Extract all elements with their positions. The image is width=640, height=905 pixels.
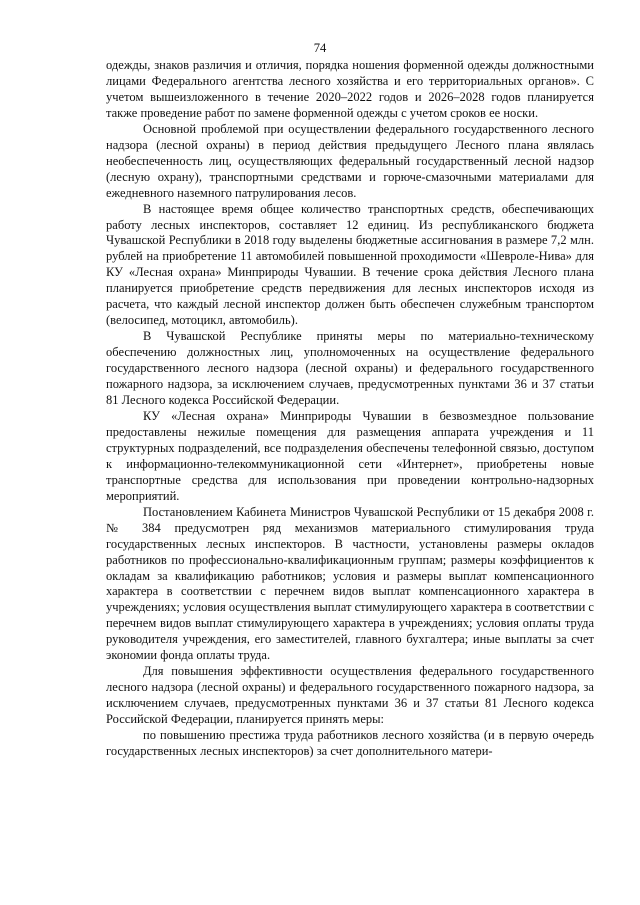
- paragraph-2: Основной проблемой при осуществлении федерального государственного лесного надзора (лесной охраны) в период действия предыдущего Лесного плана являлась необеспеченность лиц, осуществляющих федеральный государственный лесной надзор (лесную охрану), транспортными средствами и горюче-смазочными материалами для ежедневного наземного патрулирования лесов.: [106, 121, 594, 200]
- paragraph-3: В настоящее время общее количество транспортных средств, обеспечивающих работу лесных инспекторов, составляет 12 единиц. Из республиканского бюджета Чувашской Республики в 2018 году выделены бюджетные ассигнования в размере 7,2 млн. рублей на приобретение 11 автомобилей повышенной проходимости «Шевроле-Нива» для КУ «Лесная охрана» Минприроды Чувашии. В течение срока действия Лесного плана планируется приобретение средств передвижения для лесных инспекторов исходя из расчета, что каждый лесной инспектор должен быть обеспечен служебным транспортом (велосипед, мотоцикл, автомобиль).: [106, 201, 594, 328]
- paragraph-1: одежды, знаков различия и отличия, порядка ношения форменной одежды должностными лицами Федерального агентства лесного хозяйства и его территориальных органов». С учетом вышеизложенного в течение 2020–2022 годов и 2026–2028 годов планируется также проведение работ по замене форменной одежды с учетом сроков ее носки.: [106, 58, 594, 120]
- document-body: [106, 58, 594, 760]
- paragraph-8: по повышению престижа труда работников лесного хозяйства (и в первую очередь государственных лесных инспекторов) за счет дополнительного матери-: [106, 728, 594, 758]
- paragraph-7: Для повышения эффективности осуществления федерального государственного лесного надзора (лесной охраны) и федерального государственного пожарного надзора, за исключением случаев, предусмотренных пунктами 36 и 37 статьи 81 Лесного кодекса Российской Федерации, планируется принять меры:: [106, 664, 594, 727]
- paragraph-4: В Чувашской Республике приняты меры по материально-техническому обеспечению должностных лиц, уполномоченных на осуществление федерального государственного лесного надзора (лесной охраны) и федерального государственного пожарного надзора, за исключением случаев, предусмотренных пунктами 36 и 37 статьи 81 Лесного кодекса Российской Федерации.: [106, 329, 594, 408]
- paragraph-6: Постановлением Кабинета Министров Чувашской Республики от 15 декабря 2008 г. № 384 предусмотрен ряд механизмов материального стимулирования труда государственных лесных инспекторов. В частности, установлены размеры окладов работников по профессионально-квалификационным группам; размеры коэффициентов к окладам за квалификацию работников; условия и размеры выплат компенсационного характера в соответствии с перечнем видов выплат компенсационного характера в учреждениях; условия осуществления выплат стимулирующего характера в соответствии с перечнем видов выплат стимулирующего характера в учреждениях; условия оплаты труда руководителя учреждения, его заместителей, главного бухгалтера; иные выплаты за счет экономии фонда оплаты труда.: [106, 504, 594, 663]
- page-number: 74: [313, 41, 327, 55]
- paragraph-5: КУ «Лесная охрана» Минприроды Чувашии в безвозмездное пользование предоставлены нежилые помещения для размещения аппарата учреждения и 11 структурных подразделений, все подразделения обеспечены телефонной связью, доступом к информационно-телекоммуникационной сети «Интернет», приобретены новые транспортные средства для использования при проведении контрольно-надзорных мероприятий.: [106, 408, 594, 503]
